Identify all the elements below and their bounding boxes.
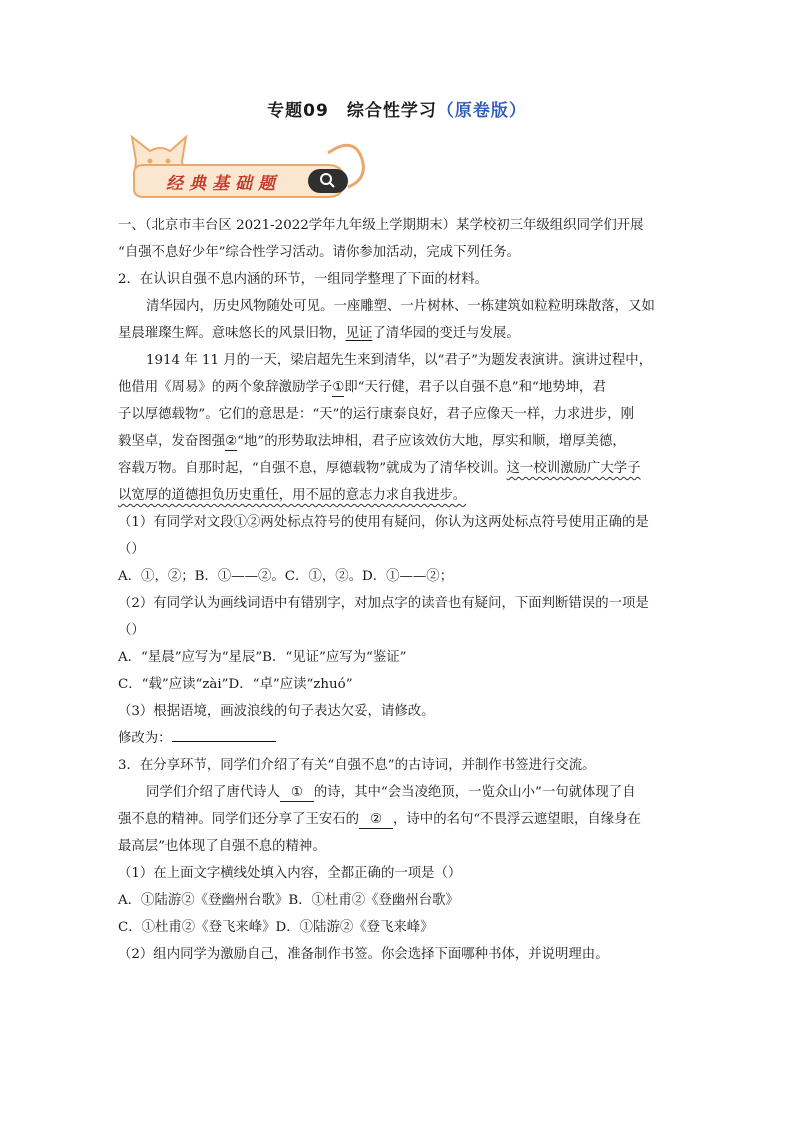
options-line: A．①，②；B．①——②。C．①，②。D．①——②；	[118, 569, 454, 584]
answer-bracket: （）	[118, 542, 145, 557]
options-line: A．①陆游②《登幽州台歌》B．①杜甫②《登幽州台歌》	[118, 893, 459, 908]
material-text: ，诗中的名句“不畏浮云遮望眼，自缘身在	[393, 812, 641, 827]
wavy-sentence: 以宽厚的道德担负历史重任，用不屈的意志力求自我进步。	[118, 488, 467, 503]
answer-bracket: （）	[118, 623, 145, 638]
sub-question: （3）根据语境，画波浪线的句子表达欠妥，请修改。	[118, 704, 435, 719]
answer-field[interactable]	[172, 727, 276, 742]
material-text: 的诗，其中“会当凌绝顶，一览众山小”一句就体现了自	[313, 785, 636, 800]
material-text: 即“天行健，君子以自强不息”和“地势坤，君	[344, 380, 606, 395]
revise-label: 修改为：	[118, 731, 172, 746]
material-line: 清华园内，历史风物随处可见。一座雕塑、一片树林、一栋建筑如粒粒明珠散落，又如	[146, 299, 655, 314]
document-body	[118, 212, 678, 968]
question-3-stem: 3．在分享环节，同学们介绍了有关“自强不息”的古诗词，并制作书签进行交流。	[118, 758, 596, 773]
material-text: 强不息的精神。同学们还分享了王安石的	[118, 812, 360, 827]
material-text: 毅坚卓，发奋图强	[118, 434, 226, 449]
page-title	[0, 96, 794, 121]
underlined-word: 见证	[345, 326, 373, 341]
wavy-sentence: 这一校训激励广大学子	[506, 461, 641, 476]
material-text: 了清华园的变迁与发展。	[372, 326, 520, 341]
options-line: C．①杜甫②《登飞来峰》D．①陆游②《登飞来峰》	[118, 920, 434, 935]
material-text: 星晨璀璨生辉。意味悠长的风景旧物，	[118, 326, 346, 341]
punctuation-blank-2: ②	[225, 434, 238, 449]
intro-line: 一、（北京市丰台区 2021-2022学年九年级上学期期末）某学校初三年级组织同学们开展	[118, 218, 644, 233]
material-line: 最高层”也体现了自强不息的精神。	[118, 839, 326, 854]
material-line	[118, 455, 678, 482]
revise-line	[118, 725, 678, 752]
material-line	[118, 779, 678, 806]
material-line	[118, 428, 678, 455]
search-icon	[308, 169, 348, 193]
material-text: 容载万物。自那时起，“自强不息，厚德载物”就成为了清华校训。	[118, 461, 507, 476]
sub-question: （2）组内同学为激励自己，准备制作书签。你会选择下面哪种书体，并说明理由。	[118, 947, 609, 962]
options-line: A．“星晨”应写为“星辰”B．“见证”应写为“鉴证”	[118, 650, 407, 665]
banner-label: 经典基础题	[166, 174, 281, 194]
material-line	[118, 374, 678, 401]
material-line: 1914 年 11 月的一天，梁启超先生来到清华，以“君子”为题发表演讲。演讲过程中，	[146, 353, 653, 368]
title-sub: （原卷版）	[436, 101, 527, 121]
material-text: “地”的形势取法坤相，君子应该效仿大地，厚实和顺，增厚美德，	[237, 434, 626, 449]
punctuation-blank-1: ①	[332, 380, 345, 395]
sub-question: （1）有同学对文段①②两处标点符号的使用有疑问，你认为这两处标点符号使用正确的是	[118, 515, 649, 530]
title-main: 专题09 综合性学习	[267, 101, 437, 121]
material-line	[118, 482, 678, 509]
material-line	[118, 806, 678, 833]
fill-blank-1: ①	[280, 784, 314, 802]
material-text: 他借用《周易》的两个象辞激励学子	[118, 380, 333, 395]
material-line: 子以厚德载物”。它们的意思是：“天”的运行康泰良好，君子应像天一样，力求进步，刚	[118, 407, 634, 422]
intro-line: “自强不息好少年”综合性学习活动。请你参加活动，完成下列任务。	[118, 245, 521, 260]
section-banner	[122, 131, 368, 204]
material-line	[118, 320, 678, 347]
fill-blank-2: ②	[359, 811, 393, 829]
options-line: C．“载”应读“zài”D．“卓”应读“zhuó”	[118, 677, 353, 692]
sub-question: （1）在上面文字横线处填入内容，全都正确的一项是（）	[118, 866, 462, 881]
sub-question: （2）有同学认为画线词语中有错别字，对加点字的读音也有疑问，下面判断错误的一项是	[118, 596, 649, 611]
material-text: 同学们介绍了唐代诗人	[146, 785, 280, 800]
question-2-stem: 2．在认识自强不息内涵的环节，一组同学整理了下面的材料。	[118, 272, 489, 287]
